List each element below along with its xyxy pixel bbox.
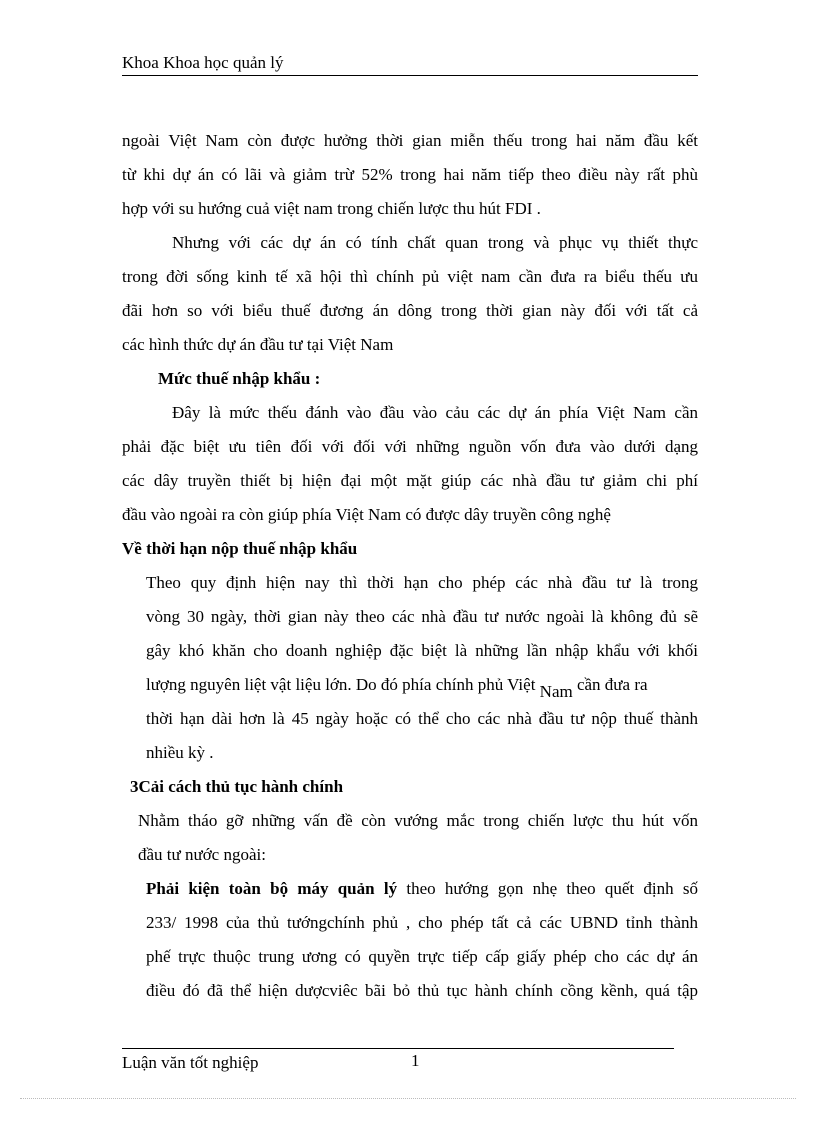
text-fragment: lượng nguyên liệt vật liệu lớn. Do đó phía chính phủ Việt xyxy=(146,675,536,694)
text-line: ngoài Việt Nam còn được hưởng thời gian miễn thếu trong hai năm đầu kết xyxy=(122,131,698,150)
text-line: Nhằm tháo gỡ những vấn đề còn vướng mắc trong chiến lược thu hút vốn xyxy=(138,811,698,830)
page-bottom-divider xyxy=(20,1098,796,1099)
text-line: điều đó đã thể hiện dượcviêc bãi bỏ thủ tục hành chính cồng kềnh, quá tập xyxy=(146,981,698,1000)
text-line: vòng 30 ngày, thời gian này theo các nhà đầu tư nước ngoài là không đủ sẽ xyxy=(146,607,698,626)
text-line: thời hạn dài hơn là 45 ngày hoặc có thể cho các nhà đầu tư nộp thuế thành xyxy=(146,709,698,728)
section-heading: Mức thuế nhập khẩu : xyxy=(158,369,321,388)
footer-divider xyxy=(122,1048,674,1049)
text-fragment: theo hướng gọn nhẹ theo quết định số xyxy=(406,879,699,898)
section-heading: 3Cải cách thủ tục hành chính xyxy=(130,777,344,796)
page-number: 1 xyxy=(411,1051,420,1070)
text-line: Đây là mức thếu đánh vào đầu vào cảu các dự án phía Việt Nam cần xyxy=(172,403,698,422)
text-line: phải đặc biệt ưu tiên đối với đối với những nguồn vốn đưa vào dưới dạng xyxy=(122,437,698,456)
text-line: nhiều kỳ . xyxy=(146,743,214,762)
text-fragment: cần đưa ra xyxy=(576,675,648,694)
text-line: phế trực thuộc trung ương có quyền trực tiếp cấp giấy phép cho các dự án xyxy=(146,947,698,966)
document-body xyxy=(122,124,698,1008)
bold-phrase: Phải kiện toàn bộ máy quản lý xyxy=(146,879,398,898)
text-line: Theo quy định hiện nay thì thời hạn cho phép các nhà đầu tư là trong xyxy=(146,573,698,592)
text-line: gây khó khăn cho doanh nghiệp đặc biệt là những lần nhập khẩu với khối xyxy=(146,641,698,660)
text-line: đãi hơn so với biểu thuế đương án dông trong thời gian này đối với tất cả xyxy=(122,301,698,320)
text-line: hợp với su hướng cuả việt nam trong chiến lược thu hút FDI . xyxy=(122,199,541,218)
text-line xyxy=(122,872,698,906)
footer-title: Luận văn tốt nghiệp xyxy=(122,1053,259,1072)
text-line: các hình thức dự án đầu tư tại Việt Nam xyxy=(122,335,394,354)
text-line: đầu vào ngoài ra còn giúp phía Việt Nam có được dây truyền công nghệ xyxy=(122,505,611,524)
text-line: Nhưng với các dự án có tính chất quan trong và phục vụ thiết thực xyxy=(172,233,698,252)
text-fragment: Nam xyxy=(539,682,573,701)
section-heading: Về thời hạn nộp thuế nhập khẩu xyxy=(122,539,358,558)
text-line: 233/ 1998 của thủ tướngchính phủ , cho phép tất cả các UBND tỉnh thành xyxy=(146,913,698,932)
text-line: các dây truyền thiết bị hiện đại một mặt giúp các nhà đầu tư giảm chi phí xyxy=(122,471,698,490)
text-line xyxy=(122,668,698,702)
text-line: đầu tư nước ngoài: xyxy=(138,845,266,864)
text-line: từ khi dự án có lãi và giảm trừ 52% trong hai năm tiếp theo điều này rất phù xyxy=(122,165,698,184)
page-header: Khoa Khoa học quản lý xyxy=(122,52,698,76)
text-line: trong đời sống kinh tế xã hội thì chính pủ việt nam cần đưa ra biểu thếu ưu xyxy=(122,267,698,286)
